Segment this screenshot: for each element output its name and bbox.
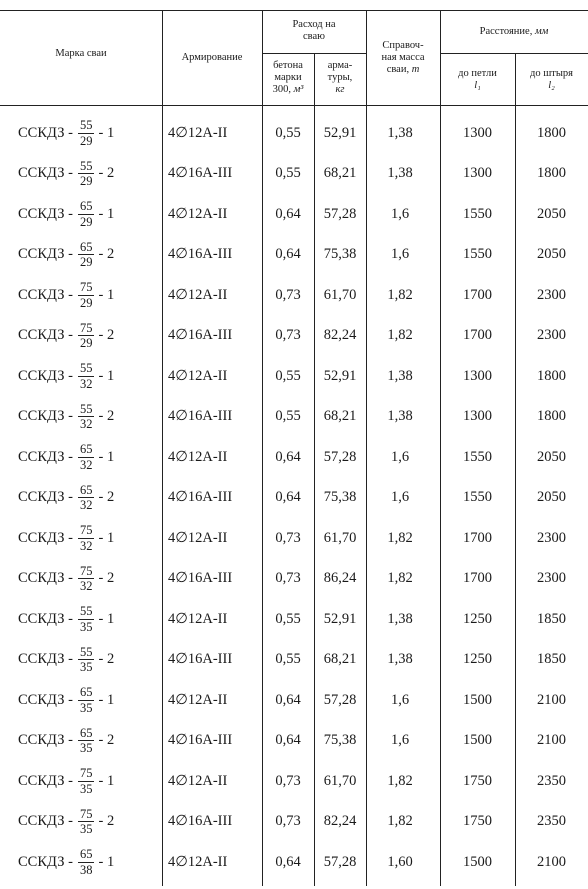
header-shtyrya — [515, 68, 588, 92]
pile-mark-suffix: - 2 — [98, 246, 115, 262]
pin-distance-cell: 1800 — [537, 124, 566, 141]
header-petli — [440, 68, 515, 92]
pin-distance-cell: 1800 — [537, 165, 566, 181]
table-row — [0, 721, 588, 761]
pile-mark-cell — [18, 275, 163, 315]
pile-mark-numerator: 75 — [79, 806, 93, 821]
pile-mark-numerator: 75 — [79, 320, 93, 335]
rebar-mass-cell: 57,28 — [323, 853, 357, 870]
pile-mark-numerator: 55 — [79, 644, 93, 659]
pile-mass-cell: 1,82 — [387, 813, 413, 829]
pile-mark-denominator: 35 — [79, 660, 93, 674]
pile-mark-cell — [18, 680, 163, 720]
pin-distance-cell: 2300 — [537, 286, 566, 303]
pile-mark-fraction — [78, 767, 95, 795]
concrete-volume-cell: 0,55 — [275, 610, 301, 627]
loop-distance-cell: 1300 — [463, 165, 492, 181]
pile-mark-suffix: - 1 — [98, 772, 115, 789]
rebar-mass-cell: 75,38 — [323, 489, 357, 505]
concrete-volume-cell: 0,73 — [275, 286, 301, 303]
pile-mark-denominator: 32 — [79, 417, 93, 431]
concrete-volume-cell: 0,64 — [275, 205, 301, 222]
pile-mark-numerator: 65 — [79, 199, 93, 213]
reinforcement-cell: 4∅12А-II — [168, 691, 228, 708]
concrete-volume-cell: 0,73 — [275, 327, 301, 343]
pile-mark-numerator: 65 — [79, 847, 93, 861]
pile-mass-cell: 1,6 — [390, 691, 410, 708]
pile-mark-fraction — [78, 322, 95, 350]
table-row — [0, 437, 588, 477]
loop-distance-cell: 1700 — [463, 529, 492, 546]
pile-mass-cell: 1,60 — [387, 853, 413, 870]
pile-mark-cell — [18, 113, 163, 153]
pile-mark-fraction — [78, 484, 95, 512]
pile-mark-denominator: 32 — [79, 457, 93, 472]
header-betona — [262, 60, 314, 96]
table-row — [0, 842, 588, 882]
reinforcement-cell: 4∅12А-II — [168, 529, 228, 546]
pile-mark-prefix: ССКДЗ - — [18, 813, 73, 829]
pile-mass-cell: 1,38 — [387, 408, 413, 424]
rebar-mass-cell: 61,70 — [323, 286, 357, 303]
rebar-mass-cell: 68,21 — [323, 408, 357, 424]
pile-mark-prefix: ССКДЗ - — [18, 732, 73, 748]
pin-distance-cell: 2350 — [537, 813, 566, 829]
concrete-volume-cell: 0,55 — [275, 651, 301, 667]
pile-mark-cell — [18, 397, 163, 437]
rebar-mass-cell: 82,24 — [323, 327, 357, 343]
header-rasstoyanie — [440, 26, 588, 38]
pile-mark-cell — [18, 599, 163, 639]
reinforcement-cell: 4∅16А-III — [168, 570, 233, 586]
pile-mark-denominator: 35 — [79, 741, 93, 755]
table-row — [0, 640, 588, 680]
loop-distance-cell: 1700 — [463, 327, 492, 343]
loop-distance-cell: 1700 — [463, 570, 492, 586]
concrete-volume-cell: 0,55 — [275, 367, 301, 384]
pile-mass-cell: 1,38 — [387, 367, 413, 384]
pile-mark-denominator: 29 — [79, 255, 93, 269]
reinforcement-cell: 4∅16А-III — [168, 327, 233, 343]
header-petli-sym: l₁ — [474, 80, 481, 92]
loop-distance-cell: 1750 — [463, 772, 492, 789]
header-armatury-unit: кг — [335, 84, 345, 96]
pile-mass-cell: 1,82 — [387, 570, 413, 586]
pile-mark-cell — [18, 316, 163, 356]
pile-mark-suffix: - 1 — [98, 367, 115, 384]
pile-mark-numerator: 65 — [79, 239, 93, 254]
table-row — [0, 154, 588, 194]
rebar-mass-cell: 61,70 — [323, 772, 357, 789]
header-massa-unit: т — [411, 64, 420, 76]
pile-mark-prefix: ССКДЗ - — [18, 286, 73, 303]
header-rashod — [262, 19, 366, 43]
concrete-volume-cell: 0,64 — [275, 691, 301, 708]
pile-mark-prefix: ССКДЗ - — [18, 165, 73, 181]
loop-distance-cell: 1500 — [463, 732, 492, 748]
concrete-volume-cell: 0,64 — [275, 489, 301, 505]
loop-distance-cell: 1550 — [463, 489, 492, 505]
table-row — [0, 113, 588, 153]
rebar-mass-cell: 61,70 — [323, 529, 357, 546]
pile-mark-denominator: 29 — [79, 174, 93, 188]
pile-mass-cell: 1,6 — [390, 246, 410, 262]
concrete-volume-cell: 0,64 — [275, 853, 301, 870]
pile-mark-denominator: 35 — [79, 700, 93, 715]
header-betona-line1: бетона — [273, 60, 303, 71]
pile-mark-fraction — [78, 443, 95, 471]
loop-distance-cell: 1500 — [463, 691, 492, 708]
loop-distance-cell: 1300 — [463, 408, 492, 424]
table-row — [0, 235, 588, 275]
rule-rasst-sub — [440, 53, 588, 54]
pin-distance-cell: 2300 — [537, 327, 566, 343]
pile-mark-fraction — [78, 808, 95, 836]
header-shtyrya-label: до штыря — [529, 68, 574, 79]
concrete-volume-cell: 0,73 — [275, 529, 301, 546]
loop-distance-cell: 1750 — [463, 813, 492, 829]
pile-mark-suffix: - 1 — [98, 448, 115, 465]
rebar-mass-cell: 68,21 — [323, 651, 357, 667]
pile-mass-cell: 1,38 — [387, 610, 413, 627]
header-marka-label: Марка сваи — [55, 48, 107, 59]
pile-mark-cell — [18, 518, 163, 558]
pile-mark-denominator: 29 — [79, 214, 93, 229]
pile-mark-suffix: - 2 — [98, 651, 115, 667]
rebar-mass-cell: 57,28 — [323, 691, 357, 708]
rebar-mass-cell: 75,38 — [323, 246, 357, 262]
pile-mark-cell — [18, 559, 163, 599]
concrete-volume-cell: 0,64 — [275, 732, 301, 748]
pile-mark-denominator: 35 — [79, 822, 93, 836]
table-row — [0, 397, 588, 437]
pile-mass-cell: 1,6 — [390, 448, 410, 465]
rebar-mass-cell: 57,28 — [323, 205, 357, 222]
header-petli-label: до петли — [458, 68, 497, 79]
pile-mass-cell: 1,38 — [387, 651, 413, 667]
header-armatury-line1: арма- — [327, 60, 353, 71]
pile-mark-numerator: 75 — [79, 280, 93, 294]
header-betona-line2: марки — [274, 72, 302, 84]
reinforcement-cell: 4∅16А-III — [168, 732, 233, 748]
header-rashod-line2: сваю — [303, 31, 325, 43]
pile-mass-cell: 1,6 — [390, 205, 410, 222]
pin-distance-cell: 2050 — [537, 448, 566, 465]
pile-mark-suffix: - 1 — [98, 853, 115, 870]
pile-mark-cell — [18, 802, 163, 842]
concrete-volume-cell: 0,73 — [275, 570, 301, 586]
reinforcement-cell: 4∅12А-II — [168, 205, 228, 222]
pile-mark-prefix: ССКДЗ - — [18, 205, 73, 222]
pile-mark-suffix: - 1 — [98, 205, 115, 222]
concrete-volume-cell: 0,64 — [275, 448, 301, 465]
pile-mark-denominator: 35 — [79, 619, 93, 634]
pile-mark-denominator: 32 — [79, 538, 93, 553]
reinforcement-cell: 4∅16А-III — [168, 489, 233, 505]
pile-mark-numerator: 75 — [79, 766, 93, 780]
header-armirovanie-label: Армирование — [181, 52, 243, 63]
pile-mark-prefix: ССКДЗ - — [18, 853, 73, 870]
table-row — [0, 680, 588, 720]
pile-mark-suffix: - 1 — [98, 529, 115, 546]
pile-mark-denominator: 29 — [79, 133, 93, 148]
rebar-mass-cell: 82,24 — [323, 813, 357, 829]
pin-distance-cell: 2100 — [537, 732, 566, 748]
pile-mark-denominator: 35 — [79, 781, 93, 796]
pile-mark-fraction — [78, 119, 95, 147]
pile-mark-numerator: 75 — [79, 563, 93, 578]
pile-mark-cell — [18, 478, 163, 518]
pile-mark-fraction — [78, 160, 95, 188]
pile-mark-numerator: 65 — [79, 685, 93, 699]
pile-mark-prefix: ССКДЗ - — [18, 246, 73, 262]
pile-mark-fraction — [78, 686, 95, 714]
pile-mark-fraction — [78, 727, 95, 755]
pile-mass-cell: 1,6 — [390, 489, 410, 505]
pin-distance-cell: 2050 — [537, 205, 566, 222]
pile-mark-suffix: - 2 — [98, 408, 115, 424]
concrete-volume-cell: 0,55 — [275, 165, 301, 181]
pile-mark-numerator: 55 — [79, 361, 93, 375]
pin-distance-cell: 2300 — [537, 529, 566, 546]
reinforcement-cell: 4∅12А-II — [168, 772, 228, 789]
loop-distance-cell: 1550 — [463, 246, 492, 262]
table-row — [0, 275, 588, 315]
pile-mark-prefix: ССКДЗ - — [18, 772, 73, 789]
pile-mark-fraction — [78, 403, 95, 431]
reinforcement-cell: 4∅12А-II — [168, 853, 228, 870]
pile-mark-prefix: ССКДЗ - — [18, 610, 73, 627]
pile-mark-suffix: - 2 — [98, 732, 115, 748]
concrete-volume-cell: 0,73 — [275, 813, 301, 829]
pile-mark-cell — [18, 842, 163, 882]
pile-mass-cell: 1,38 — [387, 124, 413, 141]
pile-mark-fraction — [78, 281, 95, 309]
pile-mark-suffix: - 2 — [98, 327, 115, 343]
header-marka — [0, 48, 162, 60]
pile-mark-cell — [18, 437, 163, 477]
concrete-volume-cell: 0,55 — [275, 124, 301, 141]
pile-mark-suffix: - 2 — [98, 165, 115, 181]
loop-distance-cell: 1250 — [463, 610, 492, 627]
concrete-volume-cell: 0,55 — [275, 408, 301, 424]
pin-distance-cell: 2100 — [537, 853, 566, 870]
reinforcement-cell: 4∅12А-II — [168, 124, 228, 141]
rebar-mass-cell: 52,91 — [323, 610, 357, 627]
table-row — [0, 356, 588, 396]
pile-mark-fraction — [78, 241, 95, 269]
rebar-mass-cell: 75,38 — [323, 732, 357, 748]
pile-mass-cell: 1,82 — [387, 286, 413, 303]
pile-mark-numerator: 55 — [79, 158, 93, 173]
header-rashod-line1: Расход на — [292, 19, 336, 30]
pile-mark-prefix: ССКДЗ - — [18, 651, 73, 667]
reinforcement-cell: 4∅16А-III — [168, 246, 233, 262]
pile-mark-suffix: - 2 — [98, 489, 115, 505]
pile-mark-prefix: ССКДЗ - — [18, 489, 73, 505]
table-row — [0, 761, 588, 801]
pile-mark-suffix: - 2 — [98, 570, 115, 586]
pile-mass-cell: 1,82 — [387, 529, 413, 546]
pile-mark-numerator: 55 — [79, 604, 93, 618]
loop-distance-cell: 1300 — [463, 124, 492, 141]
pin-distance-cell: 2100 — [537, 691, 566, 708]
pile-mark-fraction — [78, 565, 95, 593]
reinforcement-cell: 4∅16А-III — [168, 651, 233, 667]
table-row — [0, 559, 588, 599]
pin-distance-cell: 1800 — [537, 408, 566, 424]
loop-distance-cell: 1550 — [463, 448, 492, 465]
reinforcement-cell: 4∅12А-II — [168, 367, 228, 384]
header-rasst-label: Расстояние, — [479, 26, 533, 37]
pile-mark-prefix: ССКДЗ - — [18, 408, 73, 424]
header-armatury-line2: туры, — [327, 72, 353, 84]
table-row — [0, 518, 588, 558]
header-rasst-unit: мм — [534, 26, 549, 37]
pile-mark-numerator: 75 — [79, 523, 93, 537]
pile-mark-fraction — [78, 848, 95, 876]
pin-distance-cell: 1850 — [537, 651, 566, 667]
header-massa-line1: Справоч- — [382, 40, 424, 51]
concrete-volume-cell: 0,73 — [275, 772, 301, 789]
pile-mark-prefix: ССКДЗ - — [18, 327, 73, 343]
header-armatury — [314, 60, 366, 96]
rule-top — [0, 10, 588, 11]
pile-mark-denominator: 29 — [79, 295, 93, 310]
loop-distance-cell: 1500 — [463, 853, 492, 870]
pile-mark-cell — [18, 721, 163, 761]
header-massa-line2: ная масса — [381, 52, 425, 64]
pile-mass-cell: 1,38 — [387, 165, 413, 181]
pile-mark-suffix: - 1 — [98, 691, 115, 708]
pile-mass-cell: 1,6 — [390, 732, 410, 748]
pile-mark-denominator: 32 — [79, 579, 93, 593]
pile-mark-prefix: ССКДЗ - — [18, 124, 73, 141]
pile-mark-fraction — [78, 646, 95, 674]
header-massa — [366, 40, 440, 76]
reinforcement-cell: 4∅12А-II — [168, 448, 228, 465]
pile-mass-cell: 1,82 — [387, 772, 413, 789]
pile-mark-denominator: 32 — [79, 498, 93, 512]
rebar-mass-cell: 52,91 — [323, 124, 357, 141]
pile-mark-denominator: 29 — [79, 336, 93, 350]
pile-mark-numerator: 65 — [79, 725, 93, 740]
reinforcement-cell: 4∅12А-II — [168, 286, 228, 303]
pile-mark-prefix: ССКДЗ - — [18, 448, 73, 465]
pile-mark-prefix: ССКДЗ - — [18, 367, 73, 384]
rebar-mass-cell: 57,28 — [323, 448, 357, 465]
reinforcement-cell: 4∅12А-II — [168, 610, 228, 627]
header-armirovanie — [162, 52, 262, 64]
pile-mark-prefix: ССКДЗ - — [18, 529, 73, 546]
pile-mark-cell — [18, 235, 163, 275]
pile-mark-cell — [18, 640, 163, 680]
pile-mark-numerator: 65 — [79, 482, 93, 497]
pile-mark-suffix: - 1 — [98, 610, 115, 627]
rule-header-bottom — [0, 105, 588, 106]
table-row — [0, 478, 588, 518]
concrete-volume-cell: 0,64 — [275, 246, 301, 262]
pile-mark-fraction — [78, 605, 95, 633]
pin-distance-cell: 2300 — [537, 570, 566, 586]
pin-distance-cell: 1800 — [537, 367, 566, 384]
pile-mark-fraction — [78, 362, 95, 390]
header-shtyrya-sym: l₂ — [548, 80, 555, 92]
table-row — [0, 802, 588, 842]
pile-mark-cell — [18, 761, 163, 801]
reinforcement-cell: 4∅16А-III — [168, 408, 233, 424]
loop-distance-cell: 1700 — [463, 286, 492, 303]
pile-mark-denominator: 32 — [79, 376, 93, 391]
pin-distance-cell: 1850 — [537, 610, 566, 627]
pile-mark-suffix: - 1 — [98, 286, 115, 303]
loop-distance-cell: 1550 — [463, 205, 492, 222]
header-betona-line3: 300, — [272, 84, 291, 96]
header-betona-unit: м³ — [293, 84, 304, 96]
pile-mark-numerator: 65 — [79, 442, 93, 456]
pile-mark-prefix: ССКДЗ - — [18, 691, 73, 708]
pile-mark-suffix: - 2 — [98, 813, 115, 829]
pile-mark-cell — [18, 356, 163, 396]
pile-mark-cell — [18, 194, 163, 234]
header-massa-line3: сваи, — [386, 64, 410, 76]
pile-mark-cell — [18, 154, 163, 194]
loop-distance-cell: 1300 — [463, 367, 492, 384]
pile-mark-denominator: 38 — [79, 862, 93, 877]
pile-mark-suffix: - 1 — [98, 124, 115, 141]
table-row — [0, 316, 588, 356]
pin-distance-cell: 2350 — [537, 772, 566, 789]
pile-mark-fraction — [78, 524, 95, 552]
pile-mark-numerator: 55 — [79, 118, 93, 132]
reinforcement-cell: 4∅16А-III — [168, 813, 233, 829]
table-row — [0, 194, 588, 234]
rebar-mass-cell: 52,91 — [323, 367, 357, 384]
pile-mass-cell: 1,82 — [387, 327, 413, 343]
pile-mark-numerator: 55 — [79, 401, 93, 416]
rebar-mass-cell: 68,21 — [323, 165, 357, 181]
pile-mark-fraction — [78, 200, 95, 228]
pin-distance-cell: 2050 — [537, 489, 566, 505]
rebar-mass-cell: 86,24 — [323, 570, 357, 586]
table-row — [0, 599, 588, 639]
reinforcement-cell: 4∅16А-III — [168, 165, 233, 181]
pin-distance-cell: 2050 — [537, 246, 566, 262]
pile-mark-prefix: ССКДЗ - — [18, 570, 73, 586]
loop-distance-cell: 1250 — [463, 651, 492, 667]
